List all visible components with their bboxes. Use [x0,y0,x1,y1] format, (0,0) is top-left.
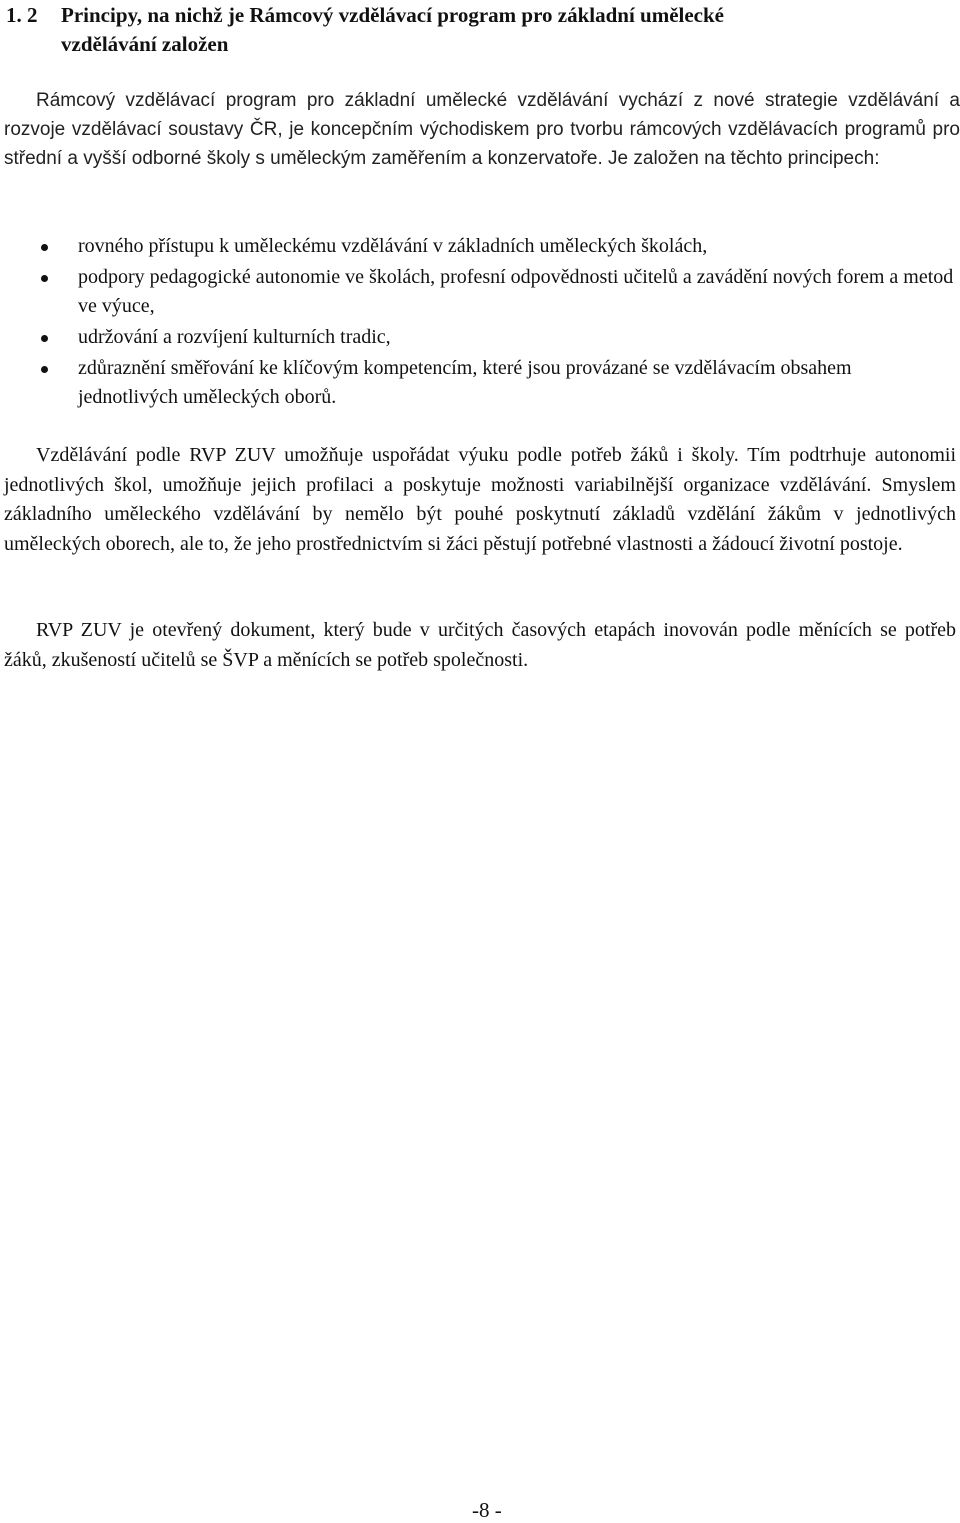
paragraph-rvp-zuv-organization: Vzdělávání podle RVP ZUV umožňuje uspořádat výuku podle potřeb žáků i školy. Tím podtrhuje autonomii jednotlivých škol, umožňuje jejich profilaci a poskytuje možnosti variabilnější organizace vzdělávání. Smyslem základního uměleckého vzdělávání by nemělo být pouhé poskytnutí základů vzdělání žákům v jednotlivých uměleckých oborech, ale to, že jeho prostřednictvím si žáci pěstují potřebné vlastnosti a žádoucí životní postoje. [4,444,956,555]
list-item-text: zdůraznění směřování ke klíčovým kompetencím, které jsou provázané se vzdělávacím obsahem jednotlivých uměleckých oborů. [78,357,852,408]
intro-paragraph-text: Rámcový vzdělávací program pro základní umělecké vzdělávání vychází z nové strategie vzdělávání a rozvoje vzdělávací soustavy ČR, je koncepčním východiskem pro tvorbu rámcových vzdělávacích programů pro střední a vyšší odborné školy s uměleckým zaměřením a konzervatoře. [4,90,960,169]
paragraph-open-document: RVP ZUV je otevřený dokument, který bude v určitých časových etapách inovován podle měnících se potřeb žáků, zkušeností učitelů se ŠVP a měnících se potřeb společnosti. [4,619,956,671]
list-item [0,232,960,261]
list-item [0,263,960,321]
bullet-icon [41,366,48,373]
intro-paragraph [4,86,960,173]
bullet-icon [41,244,48,251]
section-title-line-1: Principy, na nichž je Rámcový vzdělávací program pro základní umělecké [61,3,725,27]
list-item-text: udržování a rozvíjení kulturních tradic, [78,326,391,348]
list-item-text: rovného přístupu k uměleckému vzdělávání v základních uměleckých školách, [78,235,708,257]
page-number: -8 - [472,1498,502,1522]
bullet-icon [41,275,48,282]
intro-paragraph-tail: Je založen na těchto principech: [602,148,880,169]
list-item [0,323,960,352]
principles-list [0,232,960,414]
list-item-text: podpory pedagogické autonomie ve školách, profesní odpovědnosti učitelů a zavádění nových forem a metod ve výuce, [78,266,954,317]
section-number: 1. 2 [6,3,38,27]
bullet-icon [41,335,48,342]
section-heading [6,1,946,59]
list-item [0,354,960,412]
section-title-line-2: vzdělávání založen [61,32,229,56]
